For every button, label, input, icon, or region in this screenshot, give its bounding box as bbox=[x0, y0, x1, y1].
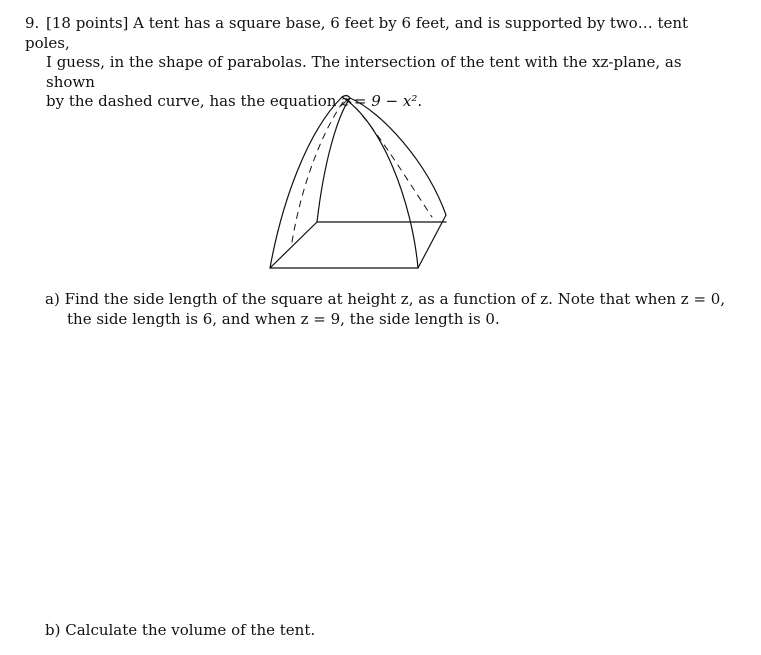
problem-text-3-end: . bbox=[417, 92, 423, 110]
problem-text-1: [18 points] A tent has a square base, 6 feet by 6 feet, and is supported by two… tent poles, bbox=[25, 14, 689, 52]
tent-base-left-edge bbox=[270, 222, 317, 268]
tent-figure bbox=[262, 92, 452, 270]
part-b: b) Calculate the volume of the tent. bbox=[45, 621, 316, 639]
xz-plane-dashed-curve bbox=[292, 98, 432, 242]
tent-front-right-curve bbox=[342, 97, 418, 268]
tent-base-right-edge bbox=[418, 215, 446, 268]
tent-back-right-curve bbox=[350, 98, 446, 215]
problem-number: 9. bbox=[25, 14, 40, 32]
problem-line-1 bbox=[25, 14, 688, 52]
tent-equation: z = 9 − x² bbox=[341, 92, 418, 110]
problem-line-2: I guess, in the shape of parabolas. The intersection of the tent with the xz-plane, as shown bbox=[46, 53, 682, 91]
part-a-line-1: a) Find the side length of the square at height z, as a function of z. Note that when z = 0, bbox=[45, 290, 726, 308]
part-a bbox=[45, 290, 735, 329]
part-a-line-2: the side length is 6, and when z = 9, the side length is 0. bbox=[67, 309, 500, 328]
problem-text-3: by the dashed curve, has the equation bbox=[46, 92, 337, 110]
